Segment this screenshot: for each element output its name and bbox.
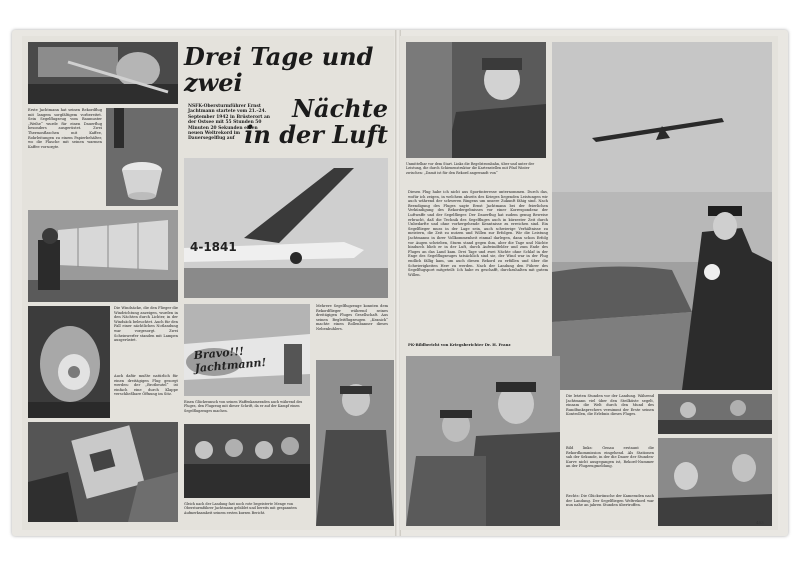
article-body: Diesen Flug habe ich nicht aus Sportinteresse unternommen. Durch das, wofür ich zeigen, in welchem abseits des Krieges liegenden Leistungen wir auch während der schweren Ringens um unsere Zukunft fähig sind. Nach Beendigung des Fluges sagte Ernst Jachtmann bei der feierlichen Verkündigung des Rekordergebnisses vor einer Korrespondenz der Luftwaffe und der Segelflieger. Der Dauerflug hat zudem genug Beweise erbracht, daß die Technik des Segelfluges auch in kürzester Zeit durch Unbedarfte und ohne vorhergehende Kenntnisse zu erreichen sind. Ein Segelflieger muss in der Lage sein, auch schwierige Verhältnisse zu meistern, die Zeit zu nutzen und Willen zur Erfolgen. Wir die Leistung Jachtmanns in ihrer Vollkommenheit einmal darlegen, dann schon Erfolg vor Augen schrieben, Sturm stand gegen ihm, aber die Tage und Nächte hindurch blieb er in der Luft, durch Aufwindfelder und zum Ende des Fluges an das Land kam. Drei Tage und zwei Nächte ohne Schlaf in der Enge des Segelflugzeuges tatsächlich sind sie, der Wind war in der Flug endlich fällig kam, um auch diesen Rekord zu erfüllen und über die Schwierigkeiten Herr zu werden. Nach der Landung den Führer des Segelflugsport mitgeteilt: Ich habe es geschafft, durchzuhalten mit gutem Willen. [408, 190, 548, 277]
photo-officers-group-image [406, 356, 560, 526]
photo-cockpit-thermos-image [28, 42, 178, 104]
title-line-1: Drei Tage und zwei [184, 42, 374, 97]
caption-comrades: Rechts: Die Glückwünsche der Kameraden nach der Landung. Der Segelfliegen Weltrekord war nun nahe an jahren Stunden übertroffen. [566, 494, 654, 508]
magazine-spread [12, 30, 788, 536]
caption-commission: Bild links: Genau erstaunt die Rekordkommission eingehend. Als Stationen sah der Sekunde, in der die Dauer der Stunden-Kurve nicht ausgegangen ist, Rekord-Nummer an der Flugzeugmeldung. [566, 446, 654, 469]
caption-breadbag: Auch dafür mußte natürlich für einen dreitägigen Flug gesorgt werden: der „Brotbeutel“ ist einfach eine durch Klappe verschließbare Öffnung im Sitz. [114, 374, 178, 397]
photo-coast-observer [552, 192, 772, 390]
photo-pilot-cockpit [406, 42, 546, 158]
banner-text: Bravo!!! Jachtmann! [193, 344, 267, 376]
page-number: 453 [756, 520, 764, 525]
photo-container [106, 108, 178, 206]
photo-crowd-image [184, 424, 310, 498]
photo-seat-image [28, 422, 178, 522]
caption-greeting: Gleich nach der Landung fast noch rote begeisterte Menge von Obersturmführer Jachtmann gebildet und bereits mit gespannten Aufmerksamkeit seinem ersten kurzen Bericht. [184, 502, 297, 515]
caption-thermos: Erste Jachtmann hat seinen Rekordflug mit langem sorgfältigem vorbereitet. Sein Segelflugzeug vom Baumuster „Weihe“ wurde für einen Dauerflug besonders ausgerüstet. Zwei Thermosflaschen mit Kaffee, Rohrleitungen zu einem Papierbehälter, wo die Flasche mit seinen warmen Kaffee vorsorgte. [28, 108, 102, 149]
photo-comrades-image [658, 438, 772, 526]
photo-container-image [106, 108, 178, 206]
photo-landing-image [658, 394, 772, 434]
right-page [400, 36, 778, 530]
photo-comrades [658, 438, 772, 526]
caption-windsocks: Die Windsäcke, die den Flieger die Windrichtung anzeigen, wurden in den Nächten durch Lichter, in der Windsäck beleuchtet. Auch für den Fall einer nächtlichen Notlandung war vorgesorgt. Zwei Scheinwerfer standen mit Lampen ausgerüstet. [114, 306, 178, 343]
aircraft-registration: 4-1841 [190, 240, 237, 254]
photo-lamp-image [28, 306, 110, 418]
caption-landing: Die letzten Stunden vor der Landung. Während Jachtmann viel über den Steilküste segelt, einsam die Welt durch den Mund des Rundfunksprechers vernimmt der Erste seinen Kontrollen, die Erlebnis dieses Fluges. [566, 394, 654, 417]
photo-windsock [28, 210, 178, 302]
photo-lamp [28, 306, 110, 418]
photo-glider-sky [552, 42, 772, 192]
photo-officers-group [406, 356, 560, 526]
caption-plane-banner: Einen Glückwunsch von seinen Waffenkameraden auch während des Fluges, den Flugzeug mit dieser Schrift, da er auf der Kampf einen Segelflugzeuges machen. [184, 400, 303, 413]
caption-cockpit: Unmittelbar vor dem Start. Links die Regelstrombahn, über und unter der Leistung, die durch Schienenstruktur die Kartenstellen mit Pfad Winter zwischen: „Damit ist für den Rekord angewandt von“ [406, 162, 535, 175]
article-lead: NSFK-Obersturmführer Ernst Jachtmann startete vom 21.–24. September 1942 in Brüsterort an der Ostsee mit 55 Stunden 50 Minuten 20 Sekunden einen neuen Weltrekord im Dauersegelflug auf [188, 104, 271, 142]
photo-bravo-banner [184, 304, 310, 396]
photo-glider-ground-image [184, 158, 388, 298]
photo-officers-left [316, 360, 394, 526]
title-line-3: in der Luft [244, 120, 388, 149]
photo-officers-left-image [316, 360, 394, 526]
photo-landing [658, 394, 772, 434]
title-line-2: Nächte [292, 94, 388, 123]
caption-escort-gliders: Mehrere Segelflugzeuge konnten dem Rekordflieger während seines dreitägigen Fluges Gesellschaft. Aus seinen Begleitflugzeugen „Kranich“ machte einen Rollenbanner dieses Nebenbuhlers. [316, 304, 388, 331]
photo-seat [28, 422, 178, 522]
photo-glider-sky-image [552, 42, 772, 192]
left-page [22, 36, 394, 530]
photo-coast-observer-image [552, 192, 772, 390]
photo-windsock-image [28, 210, 178, 302]
article-credit: PK-Bildbericht von Kriegsberichter Dr. H. Franz [408, 342, 511, 347]
photo-glider-ground [184, 158, 388, 298]
photo-pilot-cockpit-image [406, 42, 546, 158]
photo-cockpit-thermos [28, 42, 178, 104]
photo-crowd [184, 424, 310, 498]
